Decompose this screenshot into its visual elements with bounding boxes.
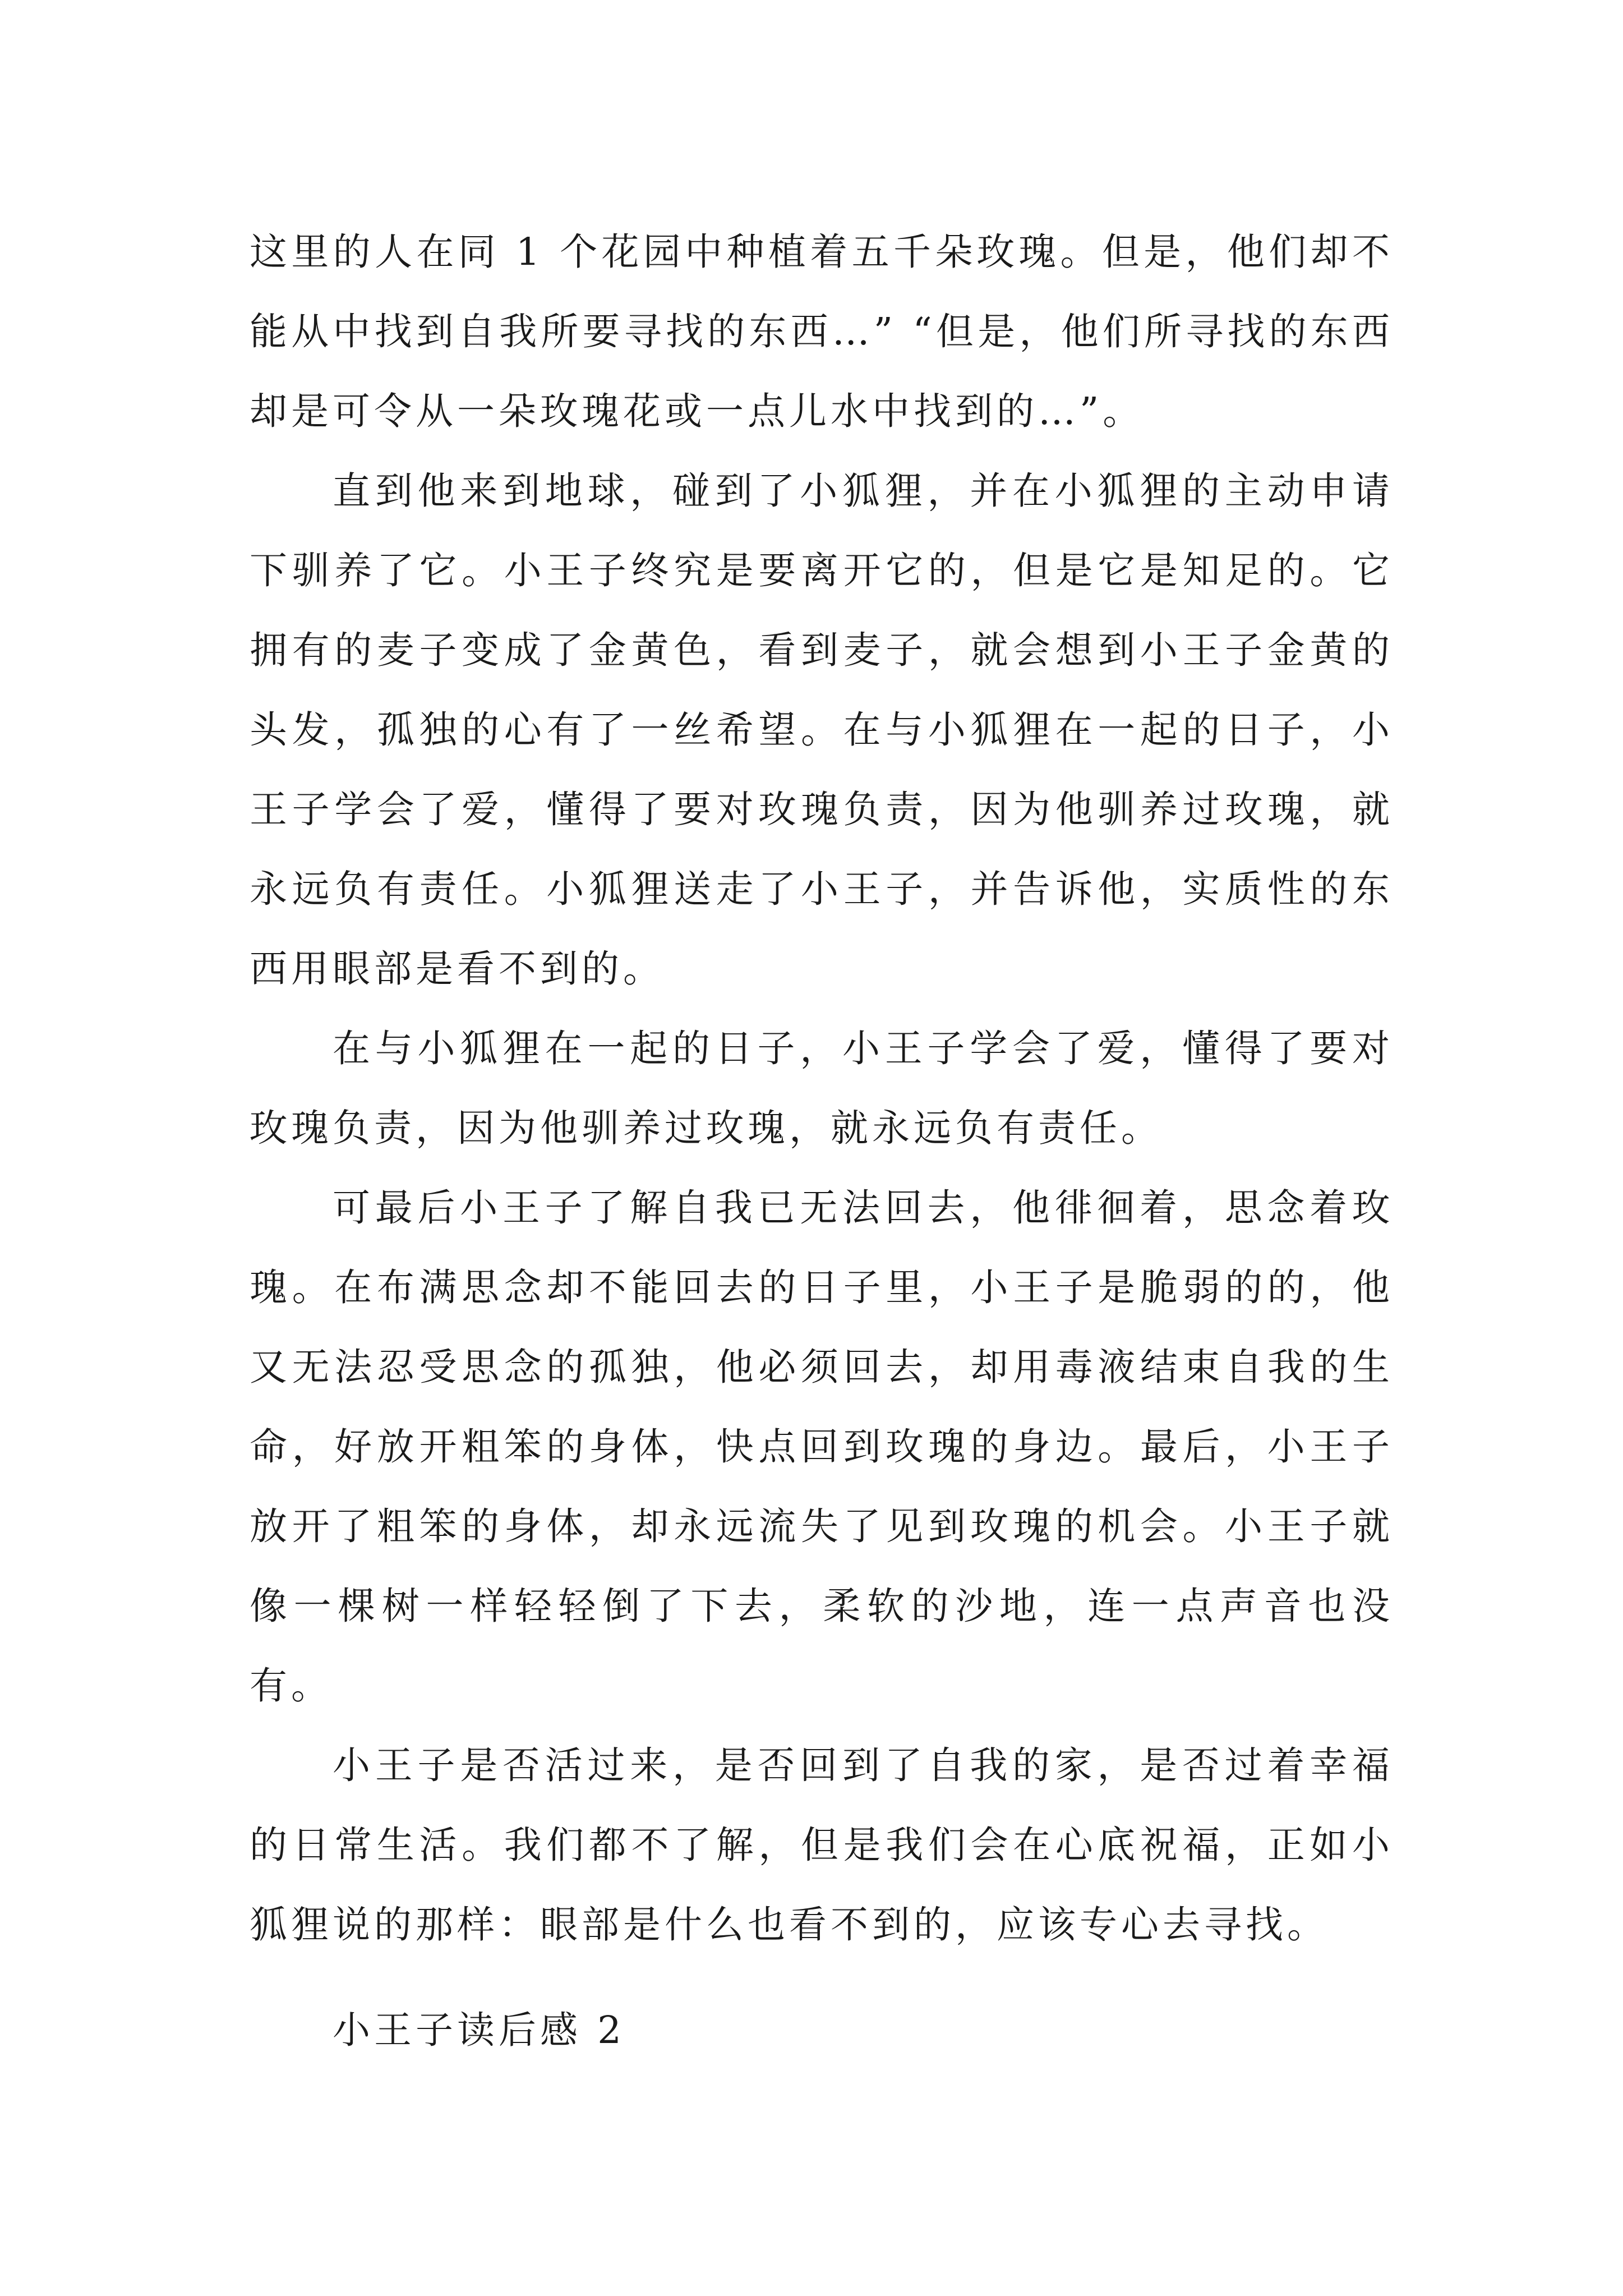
paragraph-5: 小王子是否活过来，是否回到了自我的家，是否过着幸福的日常生活。我们都不了解，但是我们会在心底祝福，正如小狐狸说的那样：眼部是什么也看不到的，应该专心去寻找。 bbox=[250, 1743, 1394, 1947]
section-heading: 小王子读后感 2 bbox=[333, 2008, 625, 2052]
paragraph-2: 直到他来到地球，碰到了小狐狸，并在小狐狸的主动申请下驯养了它。小王子终究是要离开它的，但是它是知足的。它拥有的麦子变成了金黄色，看到麦子，就会想到小王子金黄的头发，孤独的心有了一丝希望。在与小狐狸在一起的日子，小王子学会了爱，懂得了要对玫瑰负责，因为他驯养过玫瑰，就永远负有责任。小狐狸送走了小王子，并告诉他，实质性的东西用眼部是看不到的。 bbox=[250, 469, 1394, 991]
paragraph-3: 在与小狐狸在一起的日子，小王子学会了爱，懂得了要对玫瑰负责，因为他驯养过玫瑰，就永远负有责任。 bbox=[250, 1027, 1394, 1150]
document-body bbox=[250, 212, 1394, 2070]
paragraph-4: 可最后小王子了解自我已无法回去，他徘徊着，思念着玫瑰。在布满思念却不能回去的日子里，小王子是脆弱的的，他又无法忍受思念的孤独，他必须回去，却用毒液结束自我的生命，好放开粗笨的身体，快点回到玫瑰的身边。最后，小王子放开了粗笨的身体，却永远流失了见到玫瑰的机会。小王子就像一棵树一样轻轻倒了下去，柔软的沙地，连一点声音也没有。 bbox=[250, 1186, 1394, 1708]
paragraph-1: 这里的人在同 1 个花园中种植着五千朵玫瑰。但是，他们却不能从中找到自我所要寻找的东西…” “但是，他们所寻找的东西却是可令从一朵玫瑰花或一点儿水中找到的…”。 bbox=[250, 230, 1394, 433]
